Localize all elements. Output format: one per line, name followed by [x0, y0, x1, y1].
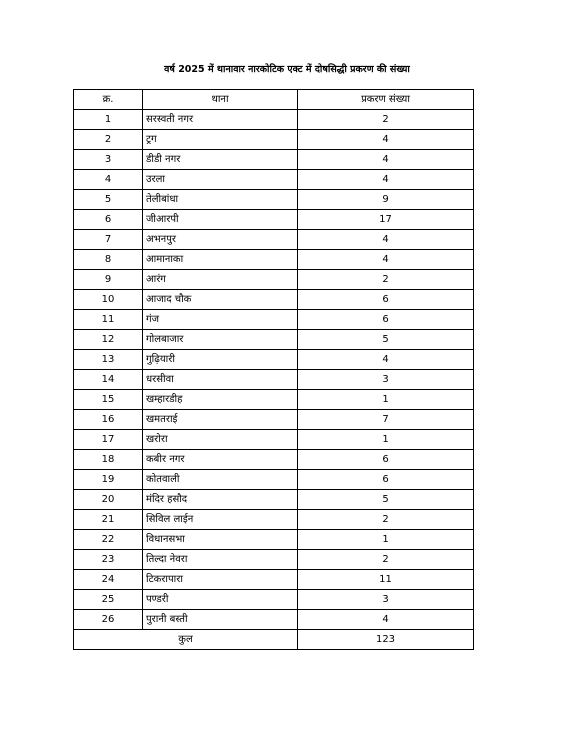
serial-cell: 7	[74, 230, 143, 250]
serial-cell: 14	[74, 370, 143, 390]
serial-cell: 13	[74, 350, 143, 370]
header-serial: क्र.	[74, 90, 143, 110]
station-cell: डीडी नगर	[143, 150, 298, 170]
serial-cell: 25	[74, 590, 143, 610]
count-cell: 2	[298, 270, 474, 290]
station-cell: ट्रग	[143, 130, 298, 150]
total-label: कुल	[74, 630, 298, 650]
count-cell: 7	[298, 410, 474, 430]
count-cell: 3	[298, 370, 474, 390]
station-cell: तिल्दा नेवरा	[143, 550, 298, 570]
station-cell: गंज	[143, 310, 298, 330]
document-title: वर्ष 2025 में थानावार नारकोटिक एक्ट में दोषसिद्धी प्रकरण की संख्या	[164, 64, 410, 75]
serial-cell: 10	[74, 290, 143, 310]
table-row	[74, 410, 474, 430]
station-cell: आरंग	[143, 270, 298, 290]
count-cell: 2	[298, 510, 474, 530]
count-cell: 6	[298, 470, 474, 490]
table-row	[74, 230, 474, 250]
count-cell: 2	[298, 110, 474, 130]
table-row	[74, 390, 474, 410]
table-row	[74, 610, 474, 630]
serial-cell: 16	[74, 410, 143, 430]
count-cell: 6	[298, 450, 474, 470]
table-row	[74, 450, 474, 470]
count-cell: 5	[298, 490, 474, 510]
station-cell: टिकरापारा	[143, 570, 298, 590]
total-row	[74, 630, 474, 650]
serial-cell: 2	[74, 130, 143, 150]
station-cell: तेलीबांधा	[143, 190, 298, 210]
header-station: थाना	[143, 90, 298, 110]
serial-cell: 24	[74, 570, 143, 590]
table-row	[74, 470, 474, 490]
table-row	[74, 130, 474, 150]
table-row	[74, 310, 474, 330]
station-cell: जीआरपी	[143, 210, 298, 230]
station-cell: विधानसभा	[143, 530, 298, 550]
serial-cell: 19	[74, 470, 143, 490]
serial-cell: 1	[74, 110, 143, 130]
serial-cell: 9	[74, 270, 143, 290]
table-row	[74, 150, 474, 170]
serial-cell: 4	[74, 170, 143, 190]
serial-cell: 6	[74, 210, 143, 230]
table-header-row	[74, 90, 474, 110]
table-row	[74, 190, 474, 210]
count-cell: 4	[298, 130, 474, 150]
serial-cell: 5	[74, 190, 143, 210]
station-cell: पुरानी बस्ती	[143, 610, 298, 630]
table-row	[74, 490, 474, 510]
count-cell: 4	[298, 230, 474, 250]
count-cell: 4	[298, 250, 474, 270]
table-row	[74, 330, 474, 350]
table-row	[74, 370, 474, 390]
count-cell: 1	[298, 390, 474, 410]
count-cell: 6	[298, 310, 474, 330]
table-row	[74, 290, 474, 310]
table-row	[74, 430, 474, 450]
count-cell: 17	[298, 210, 474, 230]
count-cell: 4	[298, 610, 474, 630]
table-row	[74, 270, 474, 290]
serial-cell: 18	[74, 450, 143, 470]
serial-cell: 23	[74, 550, 143, 570]
table-row	[74, 590, 474, 610]
count-cell: 5	[298, 330, 474, 350]
table-row	[74, 570, 474, 590]
table-row	[74, 170, 474, 190]
serial-cell: 12	[74, 330, 143, 350]
serial-cell: 26	[74, 610, 143, 630]
station-cell: मंदिर हसौद	[143, 490, 298, 510]
count-cell: 1	[298, 530, 474, 550]
serial-cell: 17	[74, 430, 143, 450]
count-cell: 1	[298, 430, 474, 450]
serial-cell: 21	[74, 510, 143, 530]
table-row	[74, 510, 474, 530]
count-cell: 9	[298, 190, 474, 210]
station-cell: सिविल लाईन	[143, 510, 298, 530]
table-row	[74, 250, 474, 270]
count-cell: 4	[298, 150, 474, 170]
serial-cell: 11	[74, 310, 143, 330]
table-row	[74, 530, 474, 550]
station-cell: उरला	[143, 170, 298, 190]
serial-cell: 20	[74, 490, 143, 510]
station-cell: आमानाका	[143, 250, 298, 270]
count-cell: 2	[298, 550, 474, 570]
station-cell: कोतवाली	[143, 470, 298, 490]
serial-cell: 22	[74, 530, 143, 550]
table-row	[74, 350, 474, 370]
station-cell: कबीर नगर	[143, 450, 298, 470]
station-cell: सरस्वती नगर	[143, 110, 298, 130]
count-cell: 4	[298, 170, 474, 190]
serial-cell: 3	[74, 150, 143, 170]
serial-cell: 8	[74, 250, 143, 270]
station-cell: अभनपुर	[143, 230, 298, 250]
count-cell: 3	[298, 590, 474, 610]
count-cell: 6	[298, 290, 474, 310]
header-case-count: प्रकरण संख्या	[298, 90, 474, 110]
station-cell: गोलबाजार	[143, 330, 298, 350]
station-cell: आजाद चौक	[143, 290, 298, 310]
station-cell: खम्हारडीह	[143, 390, 298, 410]
station-cell: खमतराई	[143, 410, 298, 430]
count-cell: 11	[298, 570, 474, 590]
total-count: 123	[298, 630, 474, 650]
station-cell: धरसीवा	[143, 370, 298, 390]
cases-table	[73, 89, 474, 650]
table-row	[74, 210, 474, 230]
serial-cell: 15	[74, 390, 143, 410]
table-row	[74, 110, 474, 130]
count-cell: 4	[298, 350, 474, 370]
station-cell: खरोरा	[143, 430, 298, 450]
table-row	[74, 550, 474, 570]
station-cell: पण्डरी	[143, 590, 298, 610]
station-cell: गुढ़ियारी	[143, 350, 298, 370]
